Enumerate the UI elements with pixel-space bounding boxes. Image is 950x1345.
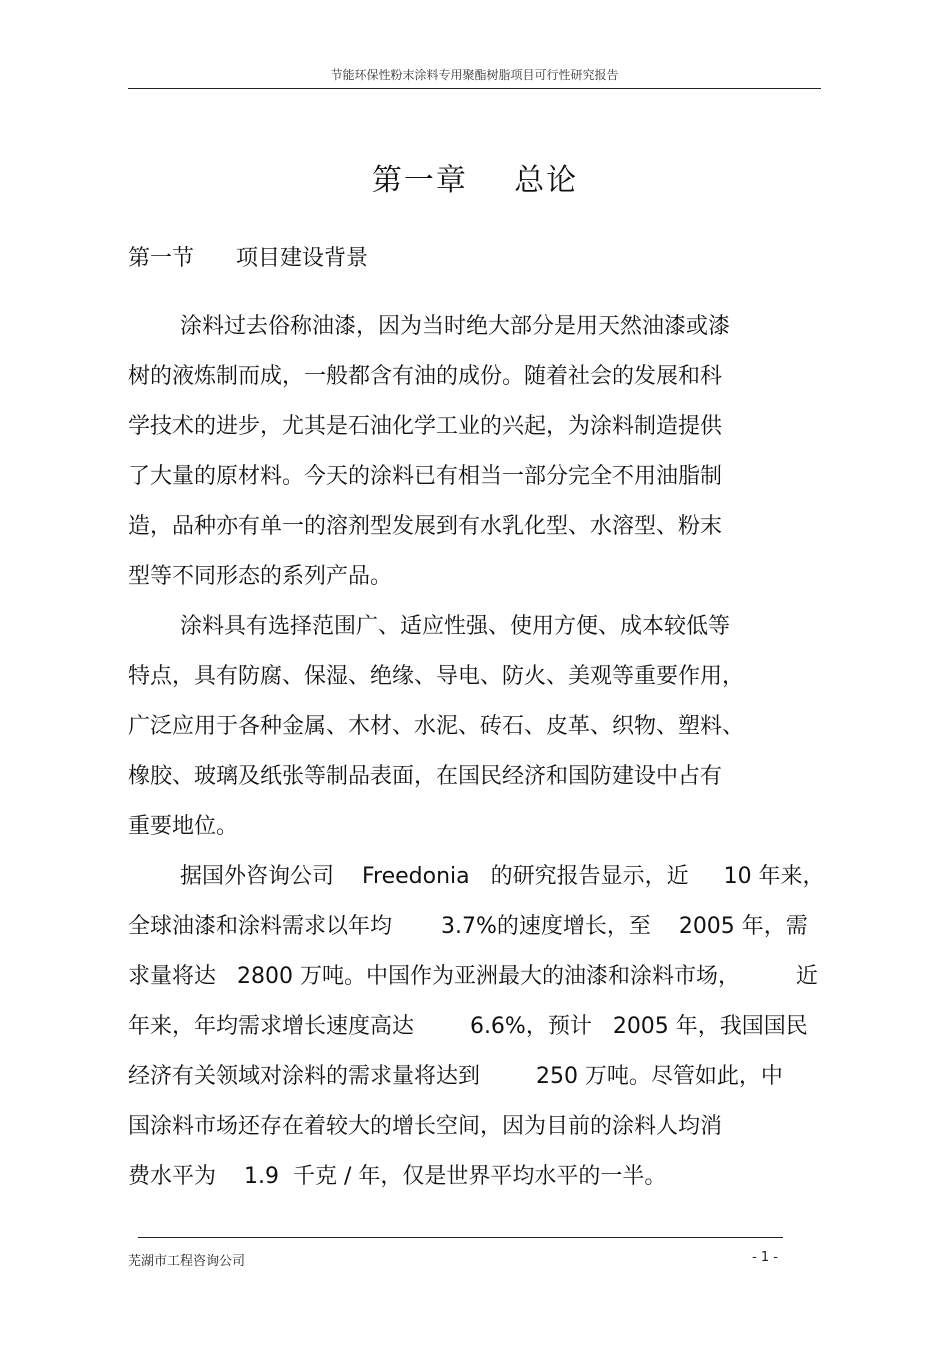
text-line: 造，品种亦有单一的溶剂型发展到有水乳化型、水溶型、粉末 [128,514,723,539]
header-rule [128,88,821,89]
text-line: 树的液炼制而成，一般都含有油的成份。随着社会的发展和科 [128,364,723,389]
footer-rule [138,1237,783,1238]
text-line: 全球油漆和涂料需求以年均 3.7%的速度增长，至 2005 年，需 [128,914,808,939]
chapter-title: 第一章 总论 [371,163,579,198]
page-number: - 1 - [752,1250,778,1265]
text-line: 型等不同形态的系列产品。 [128,564,393,589]
text-line: 费水平为 1.9 千克 / 年，仅是世界平均水平的一半。 [128,1164,667,1189]
text-line: 经济有关领域对涂料的需求量将达到 250 万吨。尽管如此，中 [128,1064,783,1089]
paragraph [128,860,828,1210]
paragraph [128,310,828,610]
text-line: 求量将达 2800 万吨。中国作为亚洲最大的油漆和涂料市场， 近 [128,964,818,989]
text-line: 涂料过去俗称油漆，因为当时绝大部分是用天然油漆或漆 [180,314,731,339]
body-text [128,310,828,1210]
running-header: 节能环保性粉末涂料专用聚酯树脂项目可行性研究报告 [330,68,619,82]
paragraph [128,610,828,860]
footer-company: 芜湖市工程咨询公司 [128,1254,246,1269]
text-line: 国涂料市场还存在着较大的增长空间，因为目前的涂料人均消 [128,1114,723,1139]
section-title: 第一节 项目建设背景 [128,246,368,271]
text-line: 涂料具有选择范围广、适应性强、使用方便、成本较低等 [180,614,731,639]
text-line: 广泛应用于各种金属、木材、水泥、砖石、皮革、织物、塑料、 [128,714,745,739]
text-line: 年来，年均需求增长速度高达 6.6%，预计 2005 年，我国国民 [128,1014,808,1039]
text-line: 橡胶、玻璃及纸张等制品表面，在国民经济和国防建设中占有 [128,764,723,789]
text-line: 据国外咨询公司 Freedonia 的研究报告显示，近 10 年来， [180,864,825,889]
text-line: 特点，具有防腐、保湿、绝缘、导电、防火、美观等重要作用， [128,664,745,689]
text-line: 学技术的进步，尤其是石油化学工业的兴起，为涂料制造提供 [128,414,723,439]
text-line: 了大量的原材料。今天的涂料已有相当一部分完全不用油脂制 [128,464,723,489]
text-line: 重要地位。 [128,814,239,839]
